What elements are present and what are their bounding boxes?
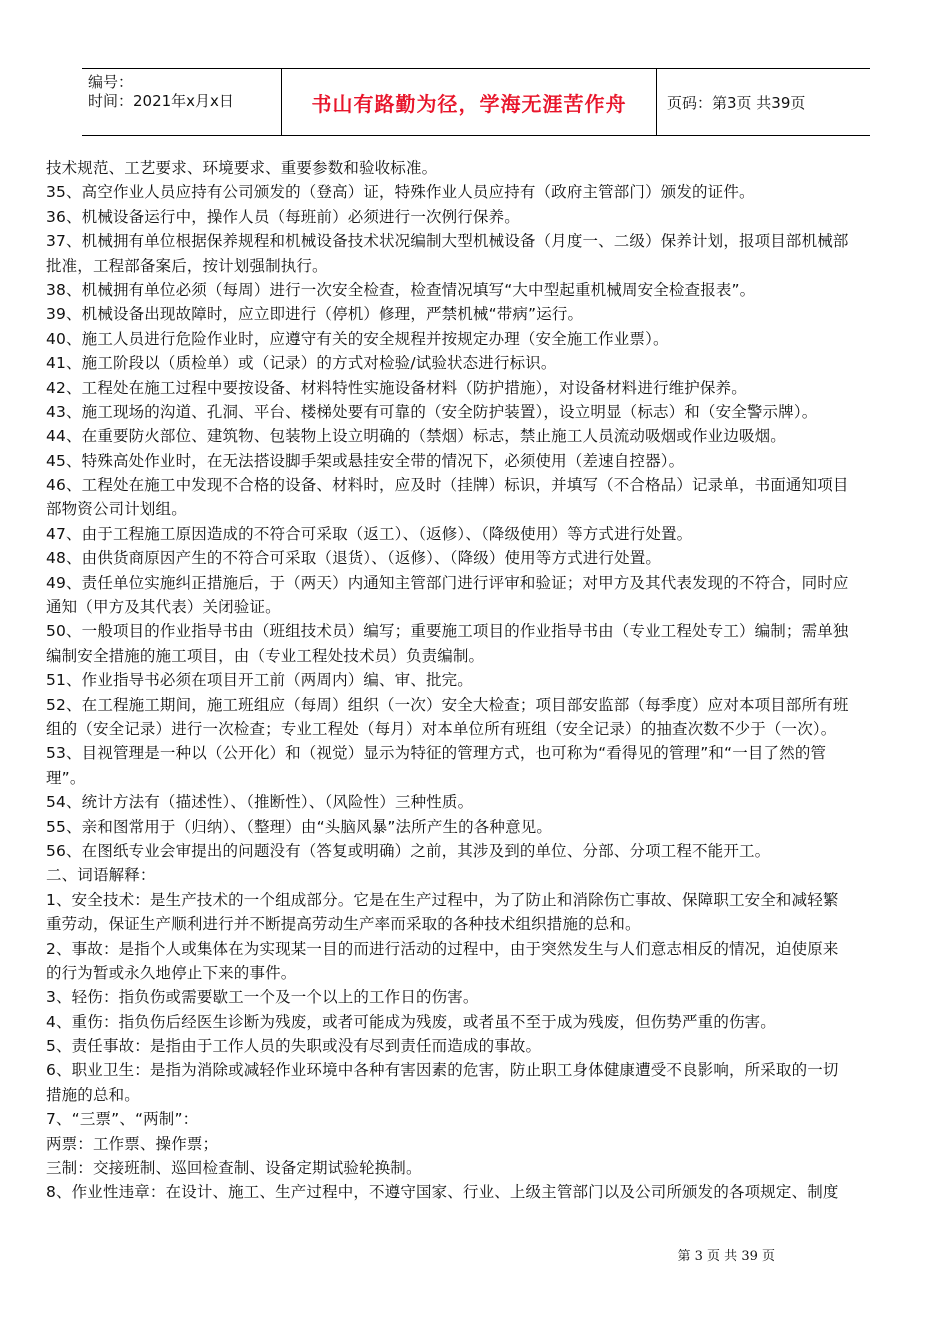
text-line: 43、施工现场的沟道、孔洞、平台、楼梯处要有可靠的（安全防护装置），设立明显（标志）和（安全警示牌）。 <box>46 402 818 421</box>
text-line: 3、轻伤：指负伤或需要歇工一个及一个以上的工作日的伤害。 <box>46 988 479 1007</box>
text-line: 组的（安全记录）进行一次检查；专业工程处（每月）对本单位所有班组（安全记录）的抽查次数不少于（一次）。 <box>46 719 837 738</box>
text-line: 48、由供货商原因产生的不符合可采取（退货）、（返修）、（降级）使用等方式进行处置。 <box>46 549 662 568</box>
text-line: 45、特殊高处作业时，在无法搭设脚手架或悬挂安全带的情况下，必须使用（差速自控器）。 <box>46 451 685 470</box>
text-line: 49、责任单位实施纠正措施后，于（两天）内通知主管部门进行评审和验证；对甲方及其代表发现的不符合，同时应 <box>46 573 849 592</box>
header-page-number: 页码：第3页 共39页 <box>667 93 806 112</box>
text-line: 37、机械拥有单位根据保养规程和机械设备技术状况编制大型机械设备（月度一、二级）保养计划，报项目部机械部 <box>46 232 849 251</box>
text-line: 措施的总和。 <box>46 1085 140 1104</box>
text-line: 6、职业卫生：是指为消除或减轻作业环境中各种有害因素的危害，防止职工身体健康遭受不良影响，所采取的一切 <box>46 1061 839 1080</box>
text-line: 1、安全技术：是生产技术的一个组成部分。它是在生产过程中，为了防止和消除伤亡事故、保障职工安全和减轻繁 <box>46 890 839 909</box>
text-line: 技术规范、工艺要求、环境要求、重要参数和验收标准。 <box>46 159 438 177</box>
text-line: 通知（甲方及其代表）关闭验证。 <box>46 598 281 617</box>
text-line: 47、由于工程施工原因造成的不符合可采取（返工）、（返修）、（降级使用）等方式进行处置。 <box>46 524 693 543</box>
text-line: 2、事故：是指个人或集体在为实现某一目的而进行活动的过程中，由于突然发生与人们意志相反的情况，迫使原来 <box>46 939 839 958</box>
text-line: 5、责任事故：是指由于工作人员的失职或没有尽到责任而造成的事故。 <box>46 1037 542 1056</box>
text-line: 4、重伤：指负伤后经医生诊断为残废，或者可能成为残废，或者虽不至于成为残废，但伤势严重的伤害。 <box>46 1012 776 1031</box>
header-meta <box>82 69 282 135</box>
text-line: 41、施工阶段以（质检单）或（记录）的方式对检验/试验状态进行标识。 <box>46 354 557 373</box>
text-line: 42、工程处在施工过程中要按设备、材料特性实施设备材料（防护措施），对设备材料进行维护保养。 <box>46 378 747 397</box>
text-line: 40、施工人员进行危险作业时，应遵守有关的安全规程并按规定办理（安全施工作业票）。 <box>46 329 669 348</box>
text-line: 批准，工程部备案后，按计划强制执行。 <box>46 256 328 275</box>
footer-page-number: 第 3 页 共 39 页 <box>677 1249 775 1264</box>
text-line: 38、机械拥有单位必须（每周）进行一次安全检查，检查情况填写“大中型起重机械周安全检查报表”。 <box>46 280 756 299</box>
document-number-label: 编号： <box>88 73 134 91</box>
text-line: 50、一般项目的作业指导书由（班组技术员）编写；重要施工项目的作业指导书由（专业工程处专工）编制；需单独 <box>46 622 849 641</box>
text-line: 39、机械设备出现故障时，应立即进行（停机）修理，严禁机械“带病”运行。 <box>46 305 584 324</box>
text-line: 编制安全措施的施工项目，由（专业工程处技术员）负责编制。 <box>46 646 485 665</box>
text-line: 51、作业指导书必须在项目开工前（两周内）编、审、批完。 <box>46 671 473 690</box>
text-line: 的行为暂或永久地停止下来的事件。 <box>46 963 297 982</box>
text-line: 7、“三票”、“两制”： <box>46 1110 199 1129</box>
page-header <box>82 68 870 136</box>
text-line: 部物资公司计划组。 <box>46 500 187 519</box>
header-motto: 书山有路勤为径，学海无涯苦作舟 <box>282 69 657 135</box>
text-line: 54、统计方法有（描述性）、（推断性）、（风险性）三种性质。 <box>46 793 474 812</box>
text-line: 55、亲和图常用于（归纳）、（整理）由“头脑风暴”法所产生的各种意见。 <box>46 817 553 836</box>
page-footer <box>0 1245 950 1264</box>
text-line: 35、高空作业人员应持有公司颁发的（登高）证，特殊作业人员应持有（政府主管部门）颁发的证件。 <box>46 183 755 202</box>
text-line: 三制：交接班制、巡回检查制、设备定期试验轮换制。 <box>46 1159 422 1178</box>
text-line: 52、在工程施工期间，施工班组应（每周）组织（一次）安全大检查；项目部安监部（每季度）应对本项目部所有班 <box>46 695 849 714</box>
text-line: 36、机械设备运行中，操作人员（每班前）必须进行一次例行保养。 <box>46 207 520 226</box>
text-line: 46、工程处在施工中发现不合格的设备、材料时，应及时（挂牌）标识，并填写（不合格品）记录单，书面通知项目 <box>46 476 849 495</box>
text-line: 理”。 <box>46 768 86 787</box>
text-line: 8、作业性违章：在设计、施工、生产过程中，不遵守国家、行业、上级主管部门以及公司所颁发的各项规定、制度 <box>46 1183 839 1202</box>
document-time-label: 时间：2021年x月x日 <box>88 92 234 110</box>
text-line: 44、在重要防火部位、建筑物、包装物上设立明确的（禁烟）标志，禁止施工人员流动吸烟或作业边吸烟。 <box>46 427 786 446</box>
text-line: 53、目视管理是一种以（公开化）和（视觉）显示为特征的管理方式，也可称为“看得见的管理”和“一目了然的管 <box>46 744 827 763</box>
text-line: 二、词语解释： <box>46 866 156 885</box>
document-body <box>46 156 910 1205</box>
text-line: 56、在图纸专业会审提出的问题没有（答复或明确）之前，其涉及到的单位、分部、分项工程不能开工。 <box>46 841 771 860</box>
text-line: 两票：工作票、操作票； <box>46 1134 219 1153</box>
text-line: 重劳动，保证生产顺利进行并不断提高劳动生产率而采取的各种技术组织措施的总和。 <box>46 915 641 934</box>
